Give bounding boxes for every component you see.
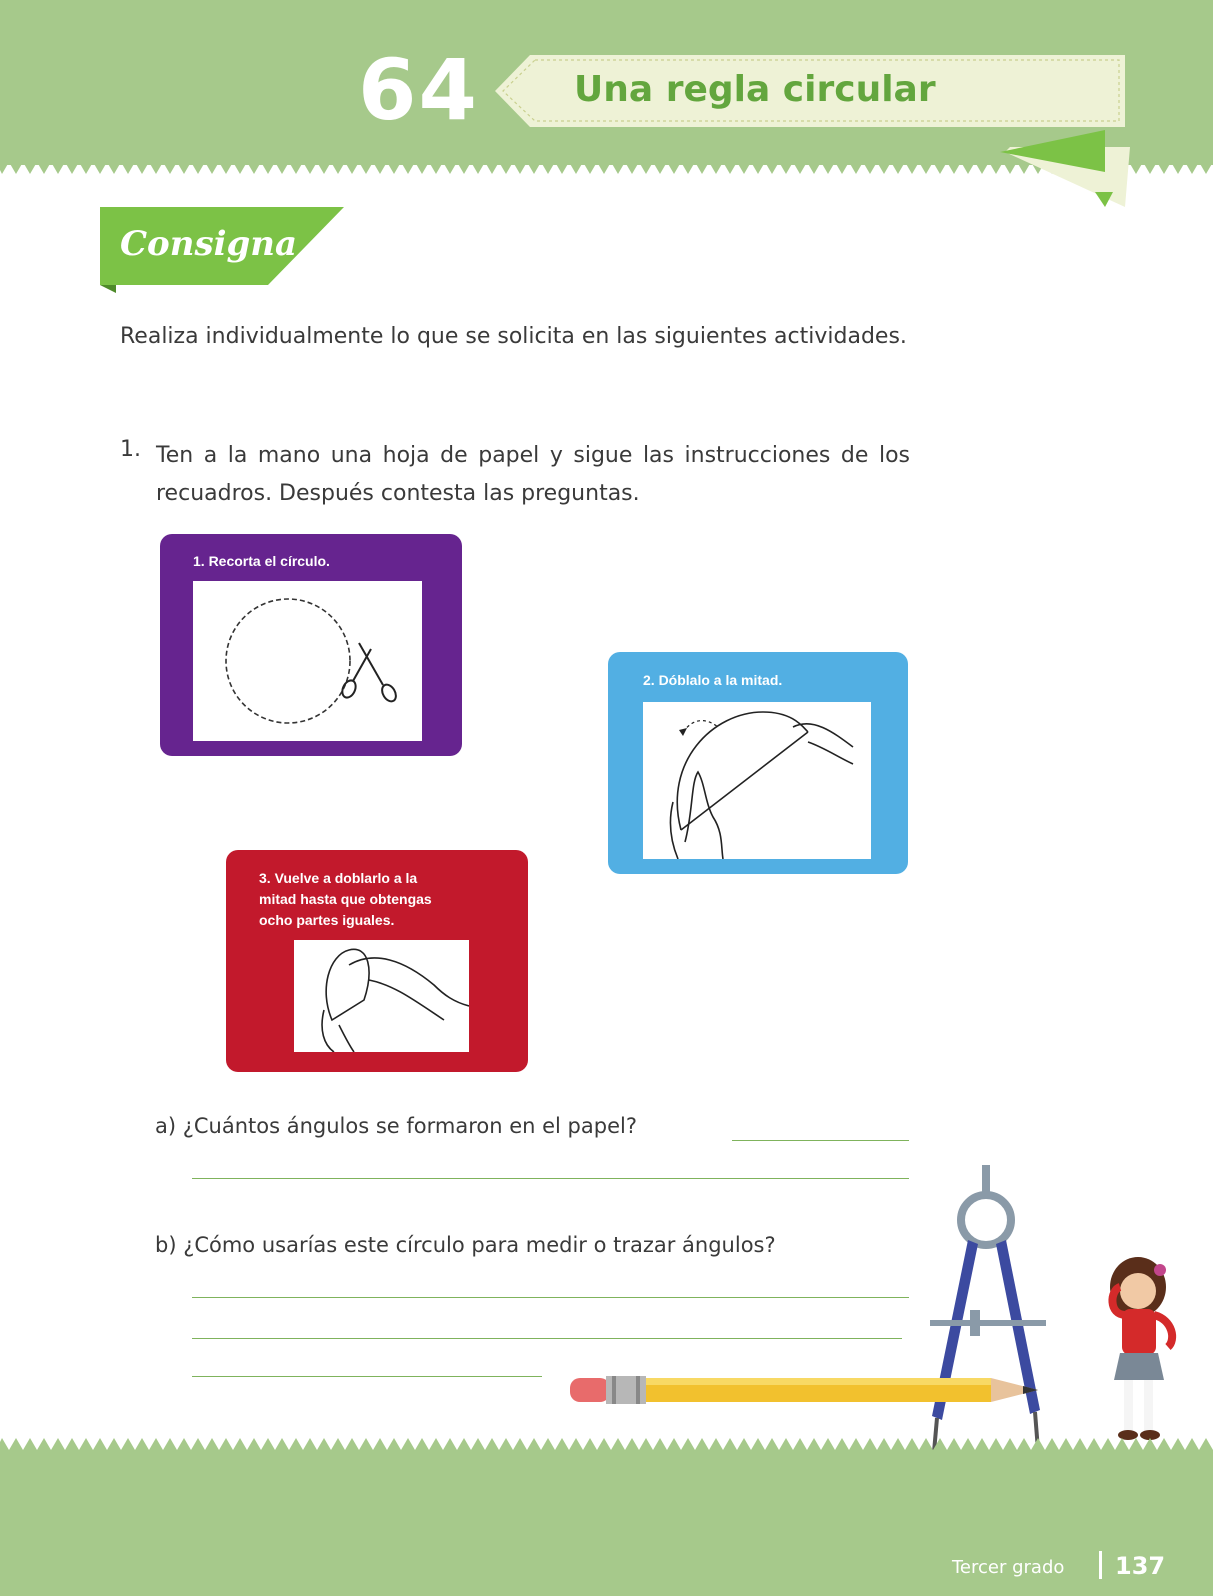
pencil-icon [568, 1370, 1058, 1410]
section-label: Consigna [120, 224, 298, 264]
card-title: 3. Vuelve a doblarlo a la [259, 870, 418, 886]
lesson-number: 64 [358, 41, 479, 139]
answer-line-a1[interactable] [732, 1140, 909, 1141]
question-a: a) ¿Cuántos ángulos se formaron en el papel? [155, 1114, 637, 1138]
activity-text: Ten a la mano una hoja de papel y sigue las instrucciones de los recuadros. Después contesta las preguntas. [156, 443, 910, 506]
answer-line-b2[interactable] [192, 1338, 902, 1339]
card-title: 1. Recorta el círculo. [193, 553, 330, 569]
card-fold-eighths [226, 850, 528, 1072]
card-illustration [193, 581, 422, 741]
footer-separator [1099, 1551, 1102, 1579]
question-b: b) ¿Cómo usarías este círculo para medir o trazar ángulos? [155, 1233, 776, 1257]
activity-number: 1. [120, 437, 141, 462]
footer-grade: Tercer grado [952, 1557, 1065, 1578]
page-number: 137 [1115, 1552, 1166, 1580]
card-title: ocho partes iguales. [259, 912, 395, 928]
card-fold-half [608, 652, 908, 874]
page-title: Una regla circular [574, 69, 936, 110]
compass-icon [920, 1160, 1060, 1470]
answer-line-b3[interactable] [192, 1376, 542, 1377]
card-cut-circle [160, 534, 462, 756]
card-title: mitad hasta que obtengas [259, 891, 432, 907]
instructions-text: Realiza individualmente lo que se solicita en las siguientes actividades. [120, 324, 907, 349]
answer-line-b1[interactable] [192, 1297, 909, 1298]
card-title: 2. Dóblalo a la mitad. [643, 672, 783, 688]
answer-line-a2[interactable] [192, 1178, 909, 1179]
card-illustration [643, 702, 871, 859]
card-illustration [294, 940, 469, 1052]
